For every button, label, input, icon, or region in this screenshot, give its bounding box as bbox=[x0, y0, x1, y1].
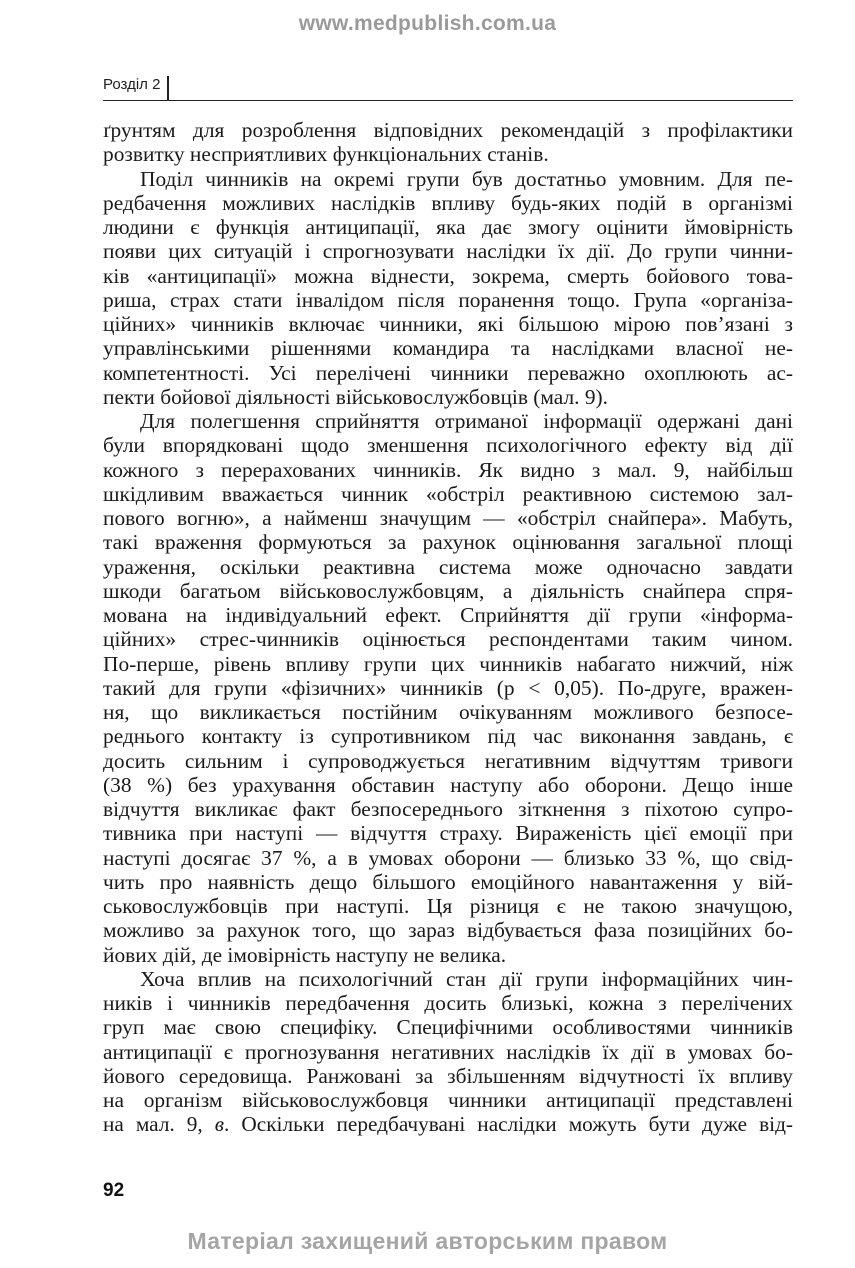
text-line: досить сильним і супроводжується негативним відчуттям тривоги bbox=[103, 748, 793, 773]
body-text bbox=[103, 118, 793, 1137]
text-line: ків «антиципації» можна віднести, зокрема, смерть бойового това- bbox=[103, 263, 793, 288]
text-line: По-перше, рівень впливу групи цих чинників набагато нижчий, ніж bbox=[103, 651, 793, 676]
page-number: 92 bbox=[103, 1180, 125, 1201]
text-line: на мал. 9, в. Оскільки передбачувані наслідки можуть бути дуже від- bbox=[103, 1112, 793, 1137]
text-line: такий для групи «фізичних» чинників (р < 0,05). По-друге, вражен- bbox=[103, 675, 793, 700]
text-line: редбачення можливих наслідків впливу будь-яких подій в організмі bbox=[103, 190, 793, 215]
figure-panel-letter: в bbox=[214, 1112, 225, 1137]
text-line: ційних» чинників включає чинники, які більшою мірою пов’язані з bbox=[103, 312, 793, 336]
text-line: Хоча вплив на психологічний стан дії групи інформаційних чин- bbox=[140, 966, 793, 991]
watermark-top: www.medpublish.com.ua bbox=[298, 12, 557, 35]
text-line: відчуття викликає факт безпосереднього зіткнення з піхотою супро- bbox=[103, 797, 793, 821]
text-line: (38 %) без урахування обставин наступу або оборони. Дещо інше bbox=[103, 772, 793, 797]
text-line: ґрунтям для розроблення відповідних рекомендацій з профілактики bbox=[103, 118, 793, 142]
text-line: мована на індивідуальний ефект. Сприйняття дії групи «інформа- bbox=[103, 603, 793, 627]
text-line: наступі досягає 37 %, а в умовах оборони — близько 33 %, що свід- bbox=[103, 845, 793, 870]
text-line: розвитку несприятливих функціональних станів. bbox=[103, 142, 549, 167]
text-line: були впорядковані щодо зменшення психологічного ефекту від дії bbox=[103, 433, 793, 458]
text-line: груп має свою специфіку. Специфічними особливостями чинників bbox=[103, 1015, 793, 1040]
text-line: управлінськими рішеннями командира та наслідками власної не- bbox=[103, 336, 793, 361]
text-line: Поділ чинників на окремі групи був достатньо умовним. Для пе- bbox=[140, 166, 793, 191]
running-header bbox=[103, 76, 793, 101]
text-line: чить про наявність дещо більшого емоційного навантаження у вій- bbox=[103, 869, 793, 894]
copyright-watermark: Матеріал захищений авторським правом bbox=[187, 1228, 668, 1254]
text-line: людини є функція антиципації, яка дає змогу оцінити ймовірність bbox=[103, 215, 793, 239]
text-line: появи цих ситуацій і спрогнозувати наслідки їх дії. До групи чинни- bbox=[103, 239, 793, 264]
text-line: ників і чинників передбачення досить близькі, кожна з перелічених bbox=[103, 991, 793, 1015]
text-line: кожного з перерахованих чинників. Як видно з мал. 9, найбільш bbox=[103, 457, 793, 482]
text-line: на організм військовослужбовця чинники антиципації представлені bbox=[103, 1088, 793, 1112]
text-line: реднього контакту із супротивником під час виконання завдань, є bbox=[103, 724, 793, 749]
text-line: ня, що викликається постійним очікуванням можливого безпосе- bbox=[103, 700, 793, 724]
text-line: пового вогню», а найменш значущим — «обстріл снайпера». Мабуть, bbox=[103, 506, 793, 530]
section-label: Розділ 2 bbox=[103, 76, 161, 93]
text-line: шкоди багатьом військовослужбовцям, а діяльність снайпера спря- bbox=[103, 578, 793, 603]
text-line: можливо за рахунок того, що зараз відбувається фаза позиційних бо- bbox=[103, 918, 793, 943]
text-line: ційних» стрес-чинників оцінюється респондентами таким чином. bbox=[103, 627, 793, 652]
text-line: антиципації є прогнозування негативних наслідків їх дії в умовах бо- bbox=[103, 1039, 793, 1064]
text-line: компетентності. Усі перелічені чинники переважно охоплюють ас- bbox=[103, 360, 793, 385]
text-line: йового середовища. Ранжовані за збільшенням відчутності їх впливу bbox=[103, 1063, 793, 1088]
text-line: такі враження формуються за рахунок оцінювання загальної площі bbox=[103, 530, 793, 555]
header-divider bbox=[167, 76, 169, 100]
text-line: тивника при наступі — відчуття страху. Вираженість цієї емоції при bbox=[103, 821, 793, 846]
text-line: ськовослужбовців при наступі. Ця різниця є не такою значущою, bbox=[103, 894, 793, 918]
text-line: шкідливим вважається чинник «обстріл реактивною системою зал- bbox=[103, 481, 793, 506]
text-line: ураження, оскільки реактивна система може одночасно завдати bbox=[103, 554, 793, 579]
text-line: Для полегшення сприйняття отриманої інформації одержані дані bbox=[140, 409, 793, 433]
text-line: риша, страх стати інвалідом після поранення тощо. Група «організа- bbox=[103, 287, 793, 312]
text-line: пекти бойової діяльності військовослужбовців (мал. 9). bbox=[103, 384, 609, 409]
text-line: йових дій, де імовірність наступу не велика. bbox=[103, 942, 507, 967]
